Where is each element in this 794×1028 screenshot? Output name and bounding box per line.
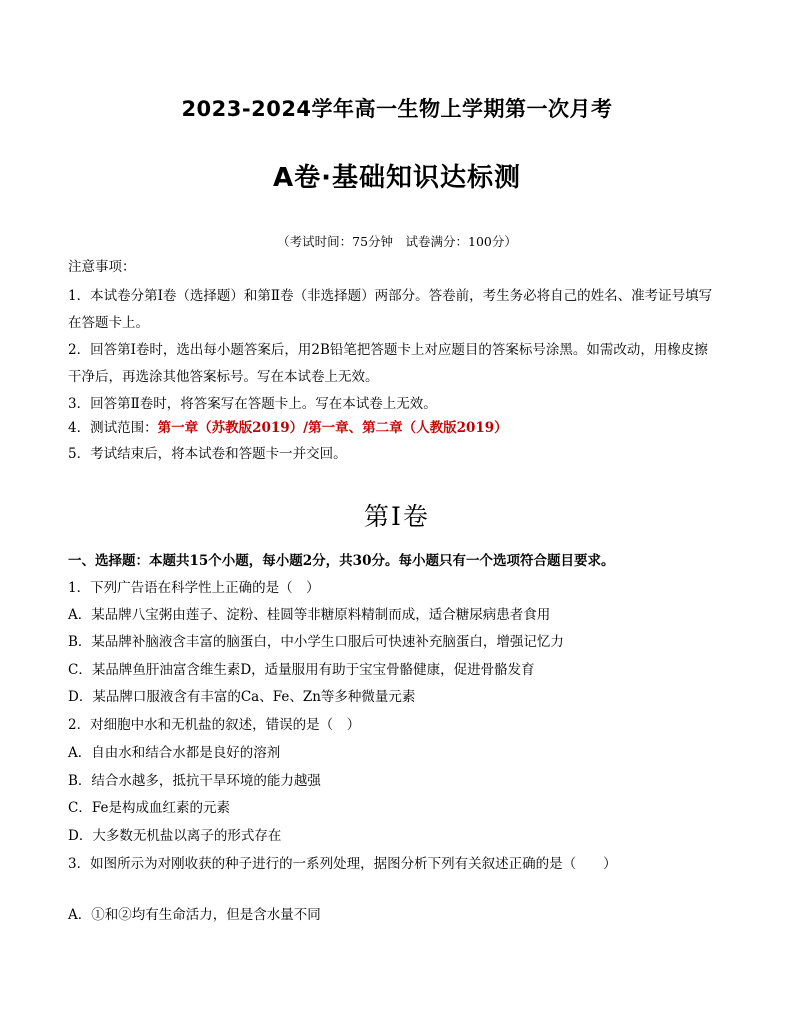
question-2-option-c: C．Fe是构成血红素的元素 xyxy=(68,800,230,816)
test-scope: 第一章（苏教版2019）/第一章、第二章（人教版2019） xyxy=(157,420,508,436)
volume-title: 第Ⅰ卷 xyxy=(364,502,430,531)
question-2-option-a: A．自由水和结合水都是良好的溶剂 xyxy=(68,745,281,761)
notice-item-4-prefix: 4．测试范围： xyxy=(68,420,158,436)
question-1-option-b: B．某品牌补脑液含丰富的脑蛋白，中小学生口服后可快速补充脑蛋白，增强记忆力 xyxy=(68,634,564,650)
question-2-stem: 2．对细胞中水和无机盐的叙述，错误的是（ ） xyxy=(68,717,361,733)
question-2-option-b: B．结合水越多，抵抗干旱环境的能力越强 xyxy=(68,773,321,789)
notice-item-4 xyxy=(68,419,508,437)
question-3-stem: 3．如图所示为对刚收获的种子进行的一系列处理，据图分析下列有关叙述正确的是（ ） xyxy=(68,856,617,872)
notice-item-3: 3．回答第Ⅱ卷时，将答案写在答题卡上。写在本试卷上无效。 xyxy=(68,396,437,412)
question-1-option-d: D．某品牌口服液含有丰富的Ca、Fe、Zn等多种微量元素 xyxy=(68,689,416,705)
notice-item-1-line-1: 1．本试卷分第Ⅰ卷（选择题）和第Ⅱ卷（非选择题）两部分。答卷前，考生务必将自己的姓名、准考证号填写 xyxy=(68,288,713,304)
question-1-option-a: A．某品牌八宝粥由莲子、淀粉、桂圆等非糖原料精制而成，适合糖尿病患者食用 xyxy=(68,607,551,623)
exam-title: 2023-2024学年高一生物上学期第一次月考 xyxy=(181,97,613,121)
question-1-stem: 1．下列广告语在科学性上正确的是（ ） xyxy=(68,580,320,596)
question-1-option-c: C．某品牌鱼肝油富含维生素D，适量服用有助于宝宝骨骼健康，促进骨骼发育 xyxy=(68,662,535,678)
notice-item-2-line-1: 2．回答第Ⅰ卷时，选出每小题答案后，用2B铅笔把答题卡上对应题目的答案标号涂黑。如需改动，用橡皮擦 xyxy=(68,342,708,358)
paper-title: A卷·基础知识达标测 xyxy=(273,163,521,193)
question-3-option-a: A．①和②均有生命活力，但是含水量不同 xyxy=(68,907,321,923)
notice-item-2-line-2: 干净后，再选涂其他答案标号。写在本试卷上无效。 xyxy=(68,369,379,385)
exam-info: （考试时间：75分钟 试卷满分：100分） xyxy=(277,234,517,249)
notice-heading: 注意事项： xyxy=(68,259,136,275)
section-heading: 一、选择题：本题共15个小题，每小题2分，共30分。每小题只有一个选项符合题目要求。 xyxy=(68,553,615,569)
question-2-option-d: D．大多数无机盐以离子的形式存在 xyxy=(68,828,282,844)
notice-item-5: 5．考试结束后，将本试卷和答题卡一并交回。 xyxy=(68,446,347,462)
notice-item-1-line-2: 在答题卡上。 xyxy=(68,315,149,331)
